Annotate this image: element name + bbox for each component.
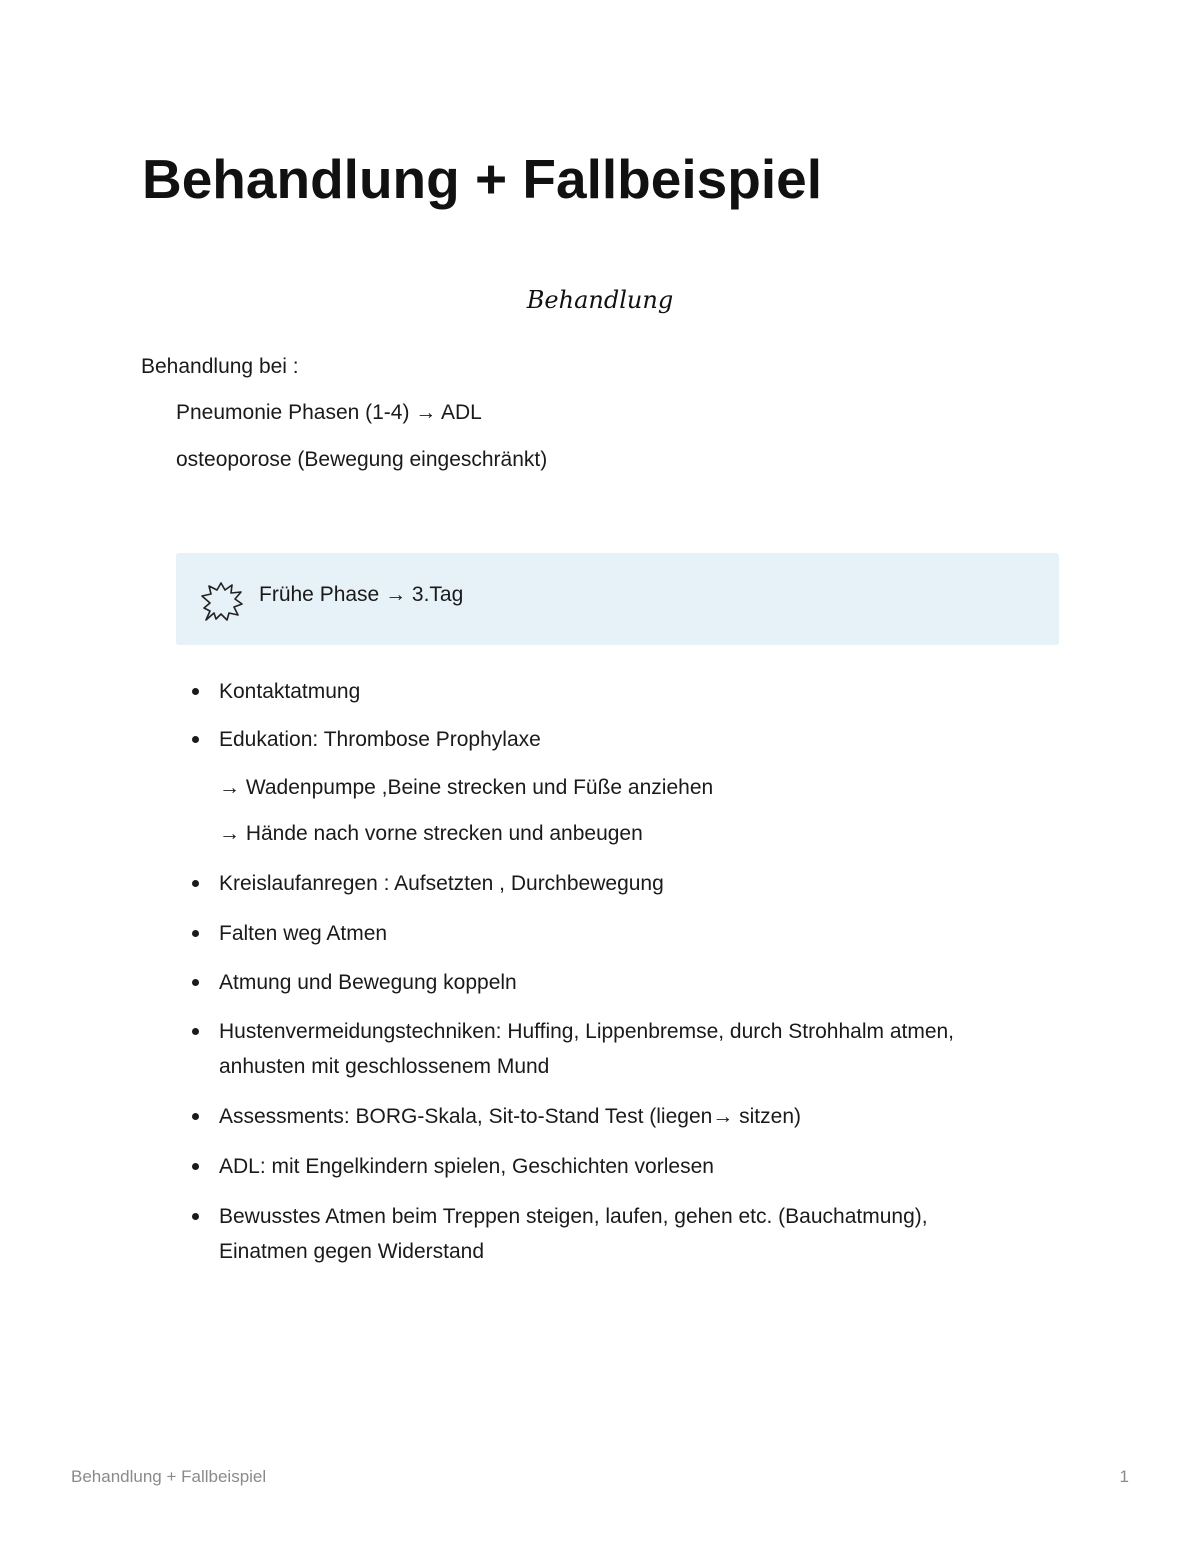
list-item-text-continued: anhusten mit geschlossenem Mund xyxy=(219,1055,550,1078)
list-item-text: Falten weg Atmen xyxy=(219,922,388,945)
sub-line-text: → Wadenpumpe ,Beine strecken und Füße anziehen xyxy=(219,776,714,799)
bullet-dot xyxy=(192,736,199,743)
section-heading: Behandlung xyxy=(526,286,674,314)
list-item-text: Atmung und Bewegung koppeln xyxy=(219,971,517,994)
callout-text: Frühe Phase → 3.Tag xyxy=(259,583,464,606)
explosion-icon xyxy=(200,582,244,622)
list-item-text: Edukation: Thrombose Prophylaxe xyxy=(219,728,541,751)
intro-label: Behandlung bei : xyxy=(141,355,299,378)
page-number: 1 xyxy=(1119,1467,1129,1486)
bullet-dot xyxy=(192,1028,199,1035)
list-item-text-continued: Einatmen gegen Widerstand xyxy=(219,1240,484,1263)
list-item-text: Bewusstes Atmen beim Treppen steigen, laufen, gehen etc. (Bauchatmung), xyxy=(219,1205,928,1228)
list-item-text: Assessments: BORG-Skala, Sit-to-Stand Test (liegen→ sitzen) xyxy=(219,1105,801,1128)
bullet-dot xyxy=(192,880,199,887)
bullet-dot xyxy=(192,930,199,937)
footer-title: Behandlung + Fallbeispiel xyxy=(71,1467,267,1486)
list-item-text: Kreislaufanregen : Aufsetzten , Durchbewegung xyxy=(219,872,664,895)
list-item-text: ADL: mit Engelkindern spielen, Geschichten vorlesen xyxy=(219,1155,714,1178)
list-item-text: Hustenvermeidungstechniken: Huffing, Lippenbremse, durch Strohhalm atmen, xyxy=(219,1020,955,1043)
intro-line-osteoporose: osteoporose (Bewegung eingeschränkt) xyxy=(176,448,548,471)
callout-box xyxy=(176,553,1059,645)
bullet-dot xyxy=(192,1163,199,1170)
page-title: Behandlung + Fallbeispiel xyxy=(142,148,822,210)
intro-line-pneumonie: Pneumonie Phasen (1-4) → ADL xyxy=(176,401,482,424)
bullet-dot xyxy=(192,1213,199,1220)
bullet-dot xyxy=(192,688,199,695)
list-item-text: Kontaktatmung xyxy=(219,680,361,703)
sub-line-text: → Hände nach vorne strecken und anbeugen xyxy=(219,822,643,845)
bullet-dot xyxy=(192,979,199,986)
bullet-dot xyxy=(192,1113,199,1120)
